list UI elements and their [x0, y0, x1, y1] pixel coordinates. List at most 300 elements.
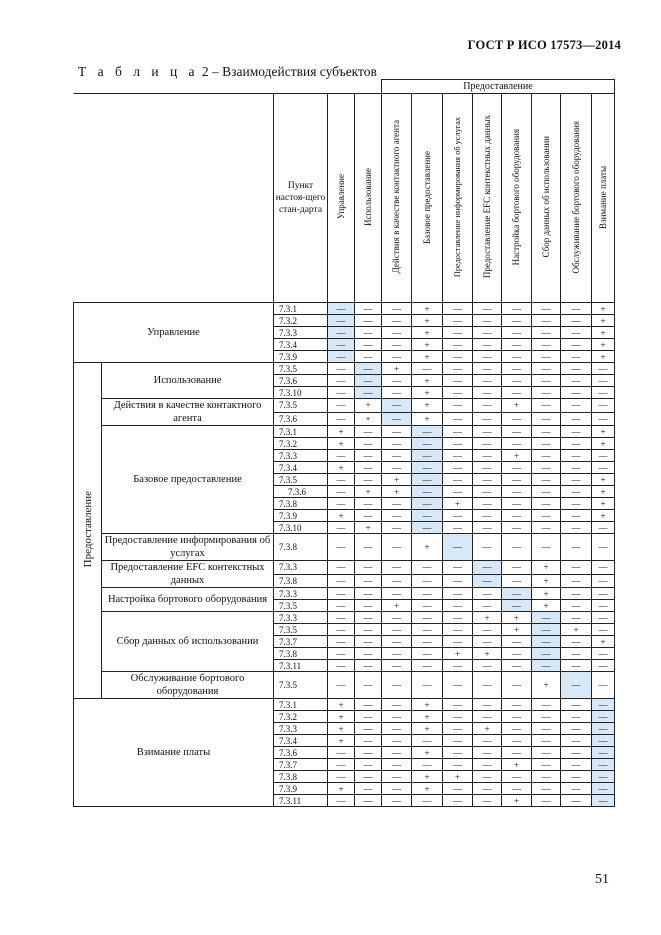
- value-cell: —: [355, 795, 382, 807]
- value-cell: —: [502, 375, 532, 387]
- subgroup-label-obe: Настройка бортового оборудования: [102, 588, 274, 612]
- value-cell: —: [473, 375, 502, 387]
- value-cell: —: [412, 363, 443, 375]
- column-header-label: Настройка бортового оборудования: [511, 128, 521, 266]
- clause-cell: 7.3.6: [274, 375, 328, 387]
- value-cell: —: [328, 486, 355, 498]
- value-cell: —: [382, 339, 412, 351]
- value-cell: —: [355, 498, 382, 510]
- value-cell: —: [561, 660, 592, 672]
- clause-cell: 7.3.5: [274, 600, 328, 612]
- value-cell: —: [592, 711, 615, 723]
- value-cell: —: [473, 588, 502, 600]
- provision-group-header: Предоставление: [382, 80, 615, 94]
- group-label-fee: Взимание платы: [74, 699, 274, 807]
- value-cell: —: [328, 474, 355, 486]
- value-cell: —: [561, 399, 592, 413]
- clause-cell: 7.3.9: [274, 510, 328, 522]
- value-cell: —: [532, 783, 561, 795]
- value-cell: —: [561, 363, 592, 375]
- value-cell: —: [412, 462, 443, 474]
- value-cell: —: [382, 351, 412, 363]
- value-cell: —: [412, 498, 443, 510]
- clause-cell: 7.3.4: [274, 339, 328, 351]
- value-cell: —: [532, 648, 561, 660]
- column-header-label: Взимание платы: [597, 165, 608, 229]
- value-cell: +: [412, 771, 443, 783]
- value-cell: +: [328, 699, 355, 711]
- value-cell: —: [382, 574, 412, 588]
- value-cell: —: [473, 462, 502, 474]
- value-cell: —: [592, 783, 615, 795]
- value-cell: —: [443, 486, 473, 498]
- value-cell: —: [561, 600, 592, 612]
- value-cell: +: [473, 612, 502, 624]
- value-cell: —: [443, 561, 473, 575]
- value-cell: —: [473, 327, 502, 339]
- value-cell: +: [532, 561, 561, 575]
- value-cell: —: [328, 574, 355, 588]
- value-cell: +: [502, 450, 532, 462]
- value-cell: +: [328, 783, 355, 795]
- value-cell: —: [532, 771, 561, 783]
- value-cell: —: [592, 735, 615, 747]
- value-cell: —: [473, 387, 502, 399]
- value-cell: —: [532, 624, 561, 636]
- value-cell: —: [592, 660, 615, 672]
- value-cell: —: [561, 375, 592, 387]
- value-cell: —: [443, 534, 473, 561]
- value-cell: —: [443, 735, 473, 747]
- value-cell: —: [592, 375, 615, 387]
- value-cell: —: [561, 648, 592, 660]
- value-cell: —: [561, 636, 592, 648]
- value-cell: —: [473, 363, 502, 375]
- value-cell: —: [443, 759, 473, 771]
- value-cell: +: [532, 574, 561, 588]
- subgroup-label-agent: Действия в качестве контактного агента: [102, 399, 274, 426]
- value-cell: —: [382, 795, 412, 807]
- clause-cell: 7.3.1: [274, 426, 328, 438]
- value-cell: —: [532, 412, 561, 426]
- table-caption: [78, 64, 377, 80]
- value-cell: —: [592, 747, 615, 759]
- value-cell: —: [561, 771, 592, 783]
- header-row-provision: [74, 80, 615, 94]
- value-cell: —: [355, 534, 382, 561]
- subgroup-label-usage: Сбор данных об использовании: [102, 612, 274, 672]
- value-cell: —: [328, 387, 355, 399]
- value-cell: —: [328, 412, 355, 426]
- value-cell: —: [443, 723, 473, 735]
- value-cell: —: [382, 711, 412, 723]
- value-cell: +: [443, 498, 473, 510]
- value-cell: —: [473, 486, 502, 498]
- value-cell: —: [502, 747, 532, 759]
- value-cell: +: [412, 327, 443, 339]
- clause-header: Пункт настоя-щего стан-дарта: [274, 94, 328, 303]
- column-header-fee-charging: [592, 94, 615, 303]
- value-cell: —: [561, 574, 592, 588]
- value-cell: —: [443, 399, 473, 413]
- value-cell: —: [502, 723, 532, 735]
- value-cell: —: [355, 747, 382, 759]
- clause-cell: 7.3.4: [274, 462, 328, 474]
- value-cell: —: [382, 723, 412, 735]
- value-cell: +: [355, 522, 382, 534]
- value-cell: —: [355, 660, 382, 672]
- value-cell: +: [532, 672, 561, 699]
- value-cell: —: [532, 462, 561, 474]
- value-cell: —: [561, 522, 592, 534]
- value-cell: —: [561, 711, 592, 723]
- clause-cell: 7.3.3: [274, 450, 328, 462]
- column-header-label: Управление: [335, 174, 346, 220]
- value-cell: —: [355, 462, 382, 474]
- value-cell: —: [443, 315, 473, 327]
- value-cell: —: [382, 747, 412, 759]
- value-cell: —: [443, 795, 473, 807]
- value-cell: —: [473, 795, 502, 807]
- value-cell: —: [502, 303, 532, 315]
- value-cell: —: [355, 600, 382, 612]
- value-cell: —: [473, 600, 502, 612]
- value-cell: —: [473, 339, 502, 351]
- value-cell: —: [592, 759, 615, 771]
- value-cell: —: [328, 534, 355, 561]
- value-cell: +: [412, 723, 443, 735]
- table-row: [74, 363, 615, 375]
- clause-cell: 7.3.3: [274, 561, 328, 575]
- value-cell: —: [355, 783, 382, 795]
- value-cell: —: [382, 375, 412, 387]
- value-cell: —: [328, 795, 355, 807]
- clause-cell: 7.3.1: [274, 303, 328, 315]
- value-cell: +: [412, 534, 443, 561]
- value-cell: —: [355, 438, 382, 450]
- value-cell: —: [355, 771, 382, 783]
- value-cell: —: [443, 450, 473, 462]
- value-cell: —: [561, 723, 592, 735]
- clause-cell: 7.3.10: [274, 522, 328, 534]
- value-cell: —: [473, 747, 502, 759]
- value-cell: —: [473, 783, 502, 795]
- value-cell: —: [412, 574, 443, 588]
- value-cell: —: [502, 672, 532, 699]
- value-cell: +: [592, 510, 615, 522]
- value-cell: —: [502, 735, 532, 747]
- value-cell: —: [412, 426, 443, 438]
- value-cell: —: [382, 315, 412, 327]
- value-cell: —: [382, 624, 412, 636]
- value-cell: —: [473, 315, 502, 327]
- value-cell: —: [443, 783, 473, 795]
- header-spacer: [74, 80, 382, 94]
- value-cell: +: [412, 351, 443, 363]
- value-cell: +: [328, 723, 355, 735]
- value-cell: +: [473, 648, 502, 660]
- table-row: [74, 534, 615, 561]
- value-cell: —: [502, 574, 532, 588]
- value-cell: —: [328, 351, 355, 363]
- column-header-label: Предоставление информирования об услугах: [453, 116, 462, 278]
- value-cell: —: [502, 534, 532, 561]
- value-cell: —: [561, 588, 592, 600]
- value-cell: —: [382, 660, 412, 672]
- value-cell: +: [412, 303, 443, 315]
- value-cell: +: [355, 412, 382, 426]
- value-cell: —: [502, 412, 532, 426]
- value-cell: —: [443, 574, 473, 588]
- table-row: [74, 426, 615, 438]
- value-cell: —: [355, 711, 382, 723]
- value-cell: —: [328, 747, 355, 759]
- value-cell: —: [561, 486, 592, 498]
- value-cell: —: [502, 474, 532, 486]
- value-cell: —: [443, 351, 473, 363]
- value-cell: —: [592, 412, 615, 426]
- value-cell: —: [532, 474, 561, 486]
- value-cell: +: [592, 327, 615, 339]
- value-cell: —: [412, 588, 443, 600]
- value-cell: —: [443, 438, 473, 450]
- table-row: [74, 399, 615, 413]
- value-cell: —: [532, 375, 561, 387]
- value-cell: —: [382, 303, 412, 315]
- value-cell: —: [412, 624, 443, 636]
- value-cell: —: [443, 474, 473, 486]
- value-cell: —: [561, 498, 592, 510]
- value-cell: +: [412, 699, 443, 711]
- clause-cell: 7.3.3: [274, 723, 328, 735]
- value-cell: —: [592, 723, 615, 735]
- value-cell: +: [592, 498, 615, 510]
- provision-vertical-group: [74, 363, 102, 699]
- value-cell: +: [592, 315, 615, 327]
- value-cell: —: [561, 699, 592, 711]
- value-cell: —: [355, 474, 382, 486]
- value-cell: —: [473, 450, 502, 462]
- value-cell: —: [532, 351, 561, 363]
- value-cell: —: [473, 561, 502, 575]
- value-cell: —: [502, 486, 532, 498]
- column-header-management: [328, 94, 355, 303]
- value-cell: —: [532, 387, 561, 399]
- value-cell: —: [382, 399, 412, 413]
- value-cell: —: [592, 574, 615, 588]
- value-cell: +: [592, 486, 615, 498]
- value-cell: —: [355, 612, 382, 624]
- value-cell: +: [502, 612, 532, 624]
- document-code: ГОСТ Р ИСО 17573—2014: [467, 38, 621, 52]
- value-cell: —: [382, 612, 412, 624]
- clause-cell: 7.3.10: [274, 387, 328, 399]
- value-cell: +: [412, 711, 443, 723]
- value-cell: —: [328, 315, 355, 327]
- value-cell: —: [382, 759, 412, 771]
- value-cell: —: [328, 660, 355, 672]
- value-cell: +: [502, 399, 532, 413]
- value-cell: —: [502, 327, 532, 339]
- value-cell: —: [502, 648, 532, 660]
- value-cell: —: [561, 387, 592, 399]
- value-cell: —: [382, 450, 412, 462]
- value-cell: —: [592, 600, 615, 612]
- value-cell: —: [561, 783, 592, 795]
- value-cell: —: [382, 327, 412, 339]
- table-row: [74, 672, 615, 699]
- value-cell: —: [502, 522, 532, 534]
- value-cell: —: [328, 522, 355, 534]
- clause-cell: 7.3.5: [274, 363, 328, 375]
- value-cell: —: [412, 636, 443, 648]
- value-cell: —: [592, 699, 615, 711]
- clause-cell: 7.3.3: [274, 327, 328, 339]
- header-row-columns: [74, 94, 615, 303]
- value-cell: —: [592, 462, 615, 474]
- value-cell: +: [328, 426, 355, 438]
- value-cell: —: [532, 327, 561, 339]
- value-cell: —: [532, 711, 561, 723]
- value-cell: —: [412, 561, 443, 575]
- clause-cell: 7.3.5: [274, 672, 328, 699]
- value-cell: —: [443, 624, 473, 636]
- value-cell: —: [592, 450, 615, 462]
- value-cell: —: [382, 636, 412, 648]
- value-cell: —: [592, 534, 615, 561]
- value-cell: —: [561, 315, 592, 327]
- value-cell: +: [592, 474, 615, 486]
- value-cell: —: [355, 636, 382, 648]
- value-cell: —: [502, 699, 532, 711]
- value-cell: —: [532, 735, 561, 747]
- value-cell: —: [502, 711, 532, 723]
- value-cell: +: [592, 339, 615, 351]
- value-cell: —: [473, 699, 502, 711]
- clause-cell: 7.3.9: [274, 351, 328, 363]
- value-cell: —: [502, 438, 532, 450]
- value-cell: —: [473, 522, 502, 534]
- value-cell: —: [382, 561, 412, 575]
- value-cell: +: [328, 711, 355, 723]
- interactions-table: [73, 79, 615, 807]
- value-cell: —: [532, 660, 561, 672]
- value-cell: —: [355, 363, 382, 375]
- value-cell: —: [382, 534, 412, 561]
- clause-cell: 7.3.8: [274, 498, 328, 510]
- value-cell: —: [443, 412, 473, 426]
- column-header-contact-agent: [382, 94, 412, 303]
- value-cell: —: [532, 339, 561, 351]
- value-cell: +: [502, 624, 532, 636]
- column-header-obe-maintenance: [561, 94, 592, 303]
- value-cell: —: [382, 498, 412, 510]
- value-cell: —: [532, 303, 561, 315]
- value-cell: —: [561, 795, 592, 807]
- value-cell: —: [355, 588, 382, 600]
- value-cell: +: [328, 735, 355, 747]
- value-cell: —: [443, 711, 473, 723]
- value-cell: +: [412, 783, 443, 795]
- clause-cell: 7.3.8: [274, 534, 328, 561]
- value-cell: —: [328, 636, 355, 648]
- value-cell: —: [443, 375, 473, 387]
- value-cell: —: [443, 363, 473, 375]
- value-cell: —: [532, 636, 561, 648]
- table-row: [74, 588, 615, 600]
- value-cell: —: [443, 600, 473, 612]
- value-cell: —: [443, 747, 473, 759]
- value-cell: —: [502, 315, 532, 327]
- value-cell: +: [382, 600, 412, 612]
- clause-cell: 7.3.11: [274, 660, 328, 672]
- value-cell: —: [532, 510, 561, 522]
- value-cell: —: [355, 339, 382, 351]
- table-row: [74, 561, 615, 575]
- value-cell: —: [502, 588, 532, 600]
- clause-cell: 7.3.6: [274, 412, 328, 426]
- value-cell: —: [502, 426, 532, 438]
- value-cell: +: [592, 636, 615, 648]
- value-cell: —: [532, 363, 561, 375]
- value-cell: +: [592, 351, 615, 363]
- value-cell: +: [412, 412, 443, 426]
- value-cell: +: [328, 462, 355, 474]
- value-cell: —: [502, 510, 532, 522]
- value-cell: —: [443, 426, 473, 438]
- value-cell: —: [502, 363, 532, 375]
- value-cell: +: [412, 315, 443, 327]
- value-cell: —: [328, 588, 355, 600]
- value-cell: —: [502, 771, 532, 783]
- table-caption-text: 2 – Взаимодействия субъектов: [201, 64, 377, 79]
- value-cell: —: [355, 387, 382, 399]
- value-cell: —: [473, 660, 502, 672]
- value-cell: +: [382, 474, 412, 486]
- column-header-usage: [355, 94, 382, 303]
- value-cell: —: [561, 412, 592, 426]
- value-cell: —: [328, 759, 355, 771]
- table-row: [74, 699, 615, 711]
- value-cell: +: [502, 795, 532, 807]
- table-row: [74, 303, 615, 315]
- value-cell: —: [328, 375, 355, 387]
- value-cell: —: [412, 486, 443, 498]
- value-cell: —: [532, 795, 561, 807]
- value-cell: —: [328, 672, 355, 699]
- value-cell: —: [355, 351, 382, 363]
- value-cell: —: [532, 315, 561, 327]
- value-cell: —: [443, 462, 473, 474]
- value-cell: —: [328, 600, 355, 612]
- value-cell: —: [328, 363, 355, 375]
- value-cell: —: [412, 612, 443, 624]
- value-cell: —: [502, 498, 532, 510]
- value-cell: —: [382, 522, 412, 534]
- value-cell: —: [561, 327, 592, 339]
- value-cell: —: [473, 771, 502, 783]
- value-cell: —: [382, 438, 412, 450]
- value-cell: —: [473, 759, 502, 771]
- value-cell: —: [328, 612, 355, 624]
- value-cell: +: [328, 510, 355, 522]
- value-cell: —: [592, 387, 615, 399]
- value-cell: —: [443, 699, 473, 711]
- value-cell: —: [532, 747, 561, 759]
- value-cell: —: [532, 438, 561, 450]
- value-cell: —: [412, 438, 443, 450]
- value-cell: —: [592, 624, 615, 636]
